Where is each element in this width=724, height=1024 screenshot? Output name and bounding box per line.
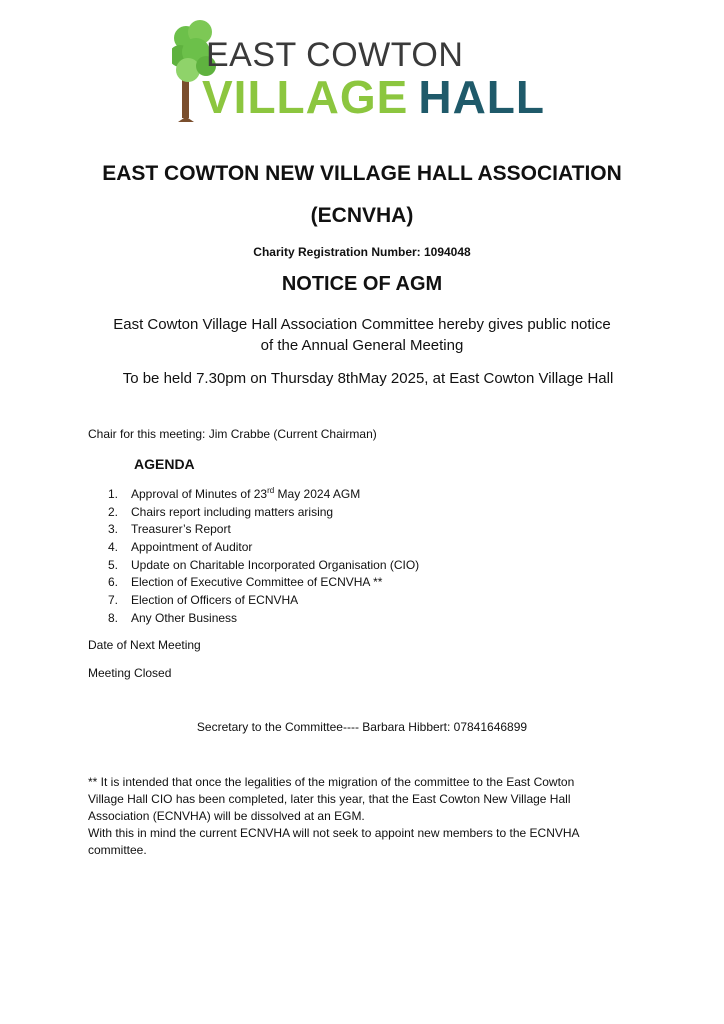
agenda-item-number: 5. — [108, 557, 119, 572]
next-meeting: Date of Next Meeting — [88, 638, 201, 652]
logo-east-cowton: EAST COWTON — [206, 36, 464, 74]
agenda-item — [108, 557, 419, 575]
agenda-item-text: Chairs report including matters arising — [131, 504, 334, 519]
agenda-item-text: Election of Officers of ECNVHA — [131, 593, 299, 608]
agenda-item — [108, 592, 419, 610]
agenda-item-number: 1. — [108, 487, 119, 501]
agenda-item — [108, 521, 419, 539]
secretary-contact: Secretary to the Committee---- Barbara Hibbert: 07841646899 — [196, 720, 528, 734]
footnote-line: ** It is intended that once the legalities of the migration of the committee to the East Cowton — [88, 775, 575, 789]
agenda-title: AGENDA — [134, 456, 195, 472]
agenda-item-text: Update on Charitable Incorporated Organisation (CIO) — [131, 557, 420, 572]
title-line-1: EAST COWTON NEW VILLAGE HALL ASSOCIATION — [102, 162, 622, 185]
agenda-item — [108, 486, 419, 504]
ordinal-suffix: rd — [267, 486, 275, 495]
agenda-item-text-end: May 2024 AGM — [274, 487, 361, 501]
charity-registration: Charity Registration Number: 1094048 — [253, 245, 471, 259]
logo-village: VILLAGE — [202, 71, 409, 123]
agenda-item-number: 3. — [108, 522, 119, 537]
agenda-item-number: 8. — [108, 610, 119, 625]
footnote-line: Village Hall CIO has been completed, later this year, that the East Cowton New Village Hall — [88, 792, 571, 806]
agenda-item — [108, 610, 419, 628]
logo — [172, 18, 562, 122]
agenda-list — [108, 486, 419, 628]
agenda-item — [108, 574, 419, 592]
logo-hall: HALL — [418, 71, 545, 123]
agenda-item-number: 7. — [108, 593, 119, 608]
agenda-item-text: Election of Executive Committee of ECNVHA ** — [131, 575, 383, 590]
agenda-item — [108, 504, 419, 522]
footnote-line: With this in mind the current ECNVHA will not seek to appoint new members to the ECNVHA — [88, 826, 580, 840]
agenda-item — [108, 539, 419, 557]
logo-village-hall — [202, 71, 545, 123]
agenda-item-text: Approval of Minutes of 23 — [131, 487, 268, 501]
agenda-item-text: Treasurer’s Report — [131, 522, 231, 537]
footnote-line: Association (ECNVHA) will be dissolved at an EGM. — [88, 809, 365, 823]
notice-heading: NOTICE OF AGM — [281, 273, 443, 295]
agenda-item-number: 4. — [108, 540, 119, 555]
intro-line-1: East Cowton Village Hall Association Committee hereby gives public notice — [113, 316, 611, 333]
agenda-item-number: 2. — [108, 504, 119, 519]
agenda-item-number: 6. — [108, 575, 119, 590]
footnote-line: committee. — [88, 843, 147, 857]
agenda-item-text: Any Other Business — [131, 610, 238, 625]
intro-line-2: of the Annual General Meeting — [260, 337, 464, 354]
agenda-item-text: Appointment of Auditor — [131, 540, 253, 555]
meeting-time-location: To be held 7.30pm on Thursday 8thMay 2025, at East Cowton Village Hall — [122, 370, 614, 387]
meeting-chair: Chair for this meeting: Jim Crabbe (Current Chairman) — [88, 427, 377, 441]
title-line-2: (ECNVHA) — [310, 204, 414, 227]
meeting-closed: Meeting Closed — [88, 666, 172, 680]
footnote — [88, 774, 648, 859]
